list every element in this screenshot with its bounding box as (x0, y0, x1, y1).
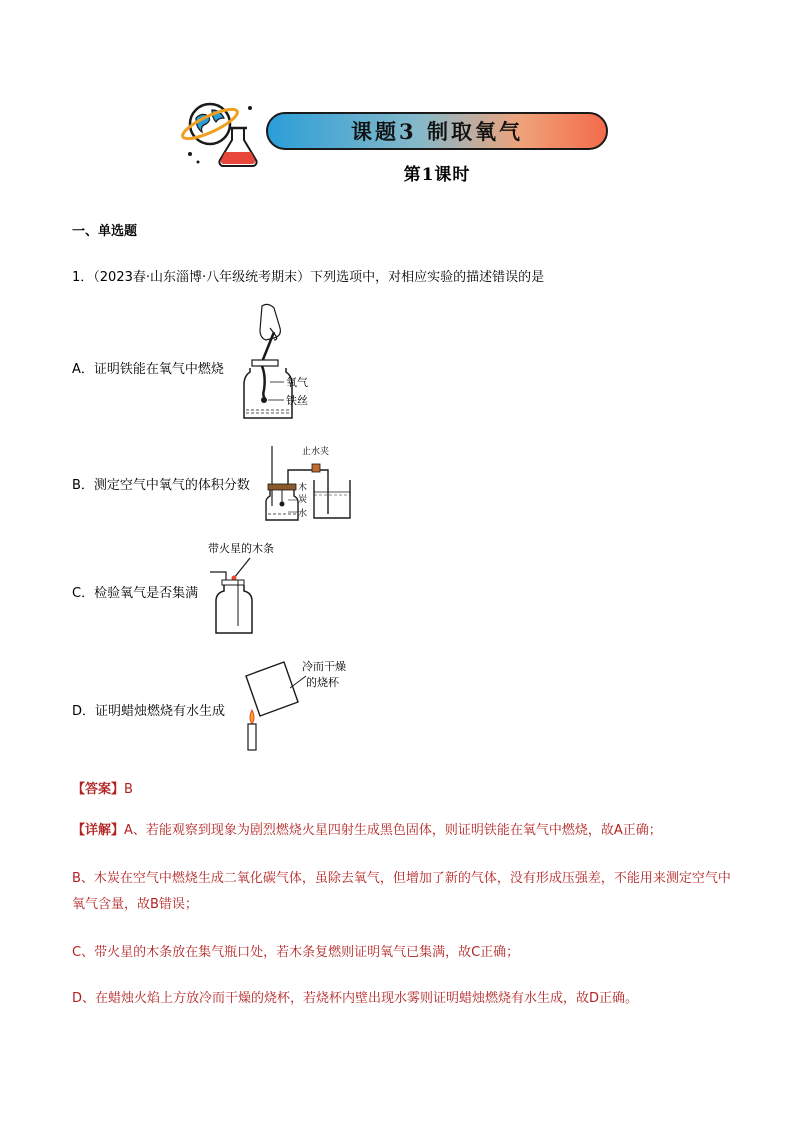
title-banner (266, 112, 608, 150)
page-subtitle: 第1课时 (403, 165, 471, 185)
option-c-label-splint: 带火星的木条 (208, 542, 274, 555)
explanation-line-d: D、在蜡烛火焰上方放冷而干燥的烧杯，若烧杯内壁出现水雾则证明蜡烛燃烧有水生成，故D正确。 (72, 991, 639, 1006)
option-d-label-beaker-1: 冷而干燥 (302, 660, 346, 673)
page-title: 课题3 制取氧气 (351, 119, 523, 144)
answer-value: B (124, 782, 133, 797)
option-c-label: C．检验氧气是否集满 (72, 586, 199, 601)
option-a-figure (236, 302, 326, 424)
option-b-label-water: 水 (298, 509, 308, 519)
option-d-label-beaker-2: 的烧杯 (306, 676, 339, 689)
explanation-line-c: C、带火星的木条放在集气瓶口处，若木条复燃则证明氧气已集满，故C正确； (72, 945, 520, 960)
option-b-figure (262, 440, 362, 526)
explanation-tag: 【详解】 (72, 823, 125, 838)
option-b-label-charcoal-2: 炭 (298, 495, 308, 505)
option-d-figure (236, 658, 366, 754)
option-a-label: A．证明铁能在氧气中燃烧 (72, 362, 224, 377)
science-globe-flask-icon (180, 96, 260, 168)
option-a-label-iron-wire: 铁丝 (286, 394, 308, 407)
question-stem: 1．（2023春·山东淄博·八年级统考期末）下列选项中，对相应实验的描述错误的是 (72, 270, 545, 285)
option-d-label: D．证明蜡烛燃烧有水生成 (72, 704, 226, 719)
explanation-line-a (72, 818, 732, 844)
option-b-label: B．测定空气中氧气的体积分数 (72, 478, 250, 493)
option-a-label-oxygen: 氧气 (286, 376, 308, 389)
explanation-text-a: A、若能观察到现象为剧烈燃烧火星四射生成黑色固体，则证明铁能在氧气中燃烧，故A正确； (124, 823, 662, 838)
option-c-figure (204, 538, 294, 636)
section-heading: 一、单选题 (72, 224, 138, 239)
answer-tag: 【答案】 (72, 782, 125, 797)
option-b-label-charcoal-1: 木 (298, 483, 308, 493)
option-b-label-clamp: 止水夹 (302, 447, 330, 457)
explanation-line-b: B、木炭在空气中燃烧生成二氧化碳气体，虽除去氧气，但增加了新的气体，没有形成压强差，不能用来测定空气中氧气含量，故B错误； (72, 871, 731, 912)
answer-line (72, 778, 133, 797)
